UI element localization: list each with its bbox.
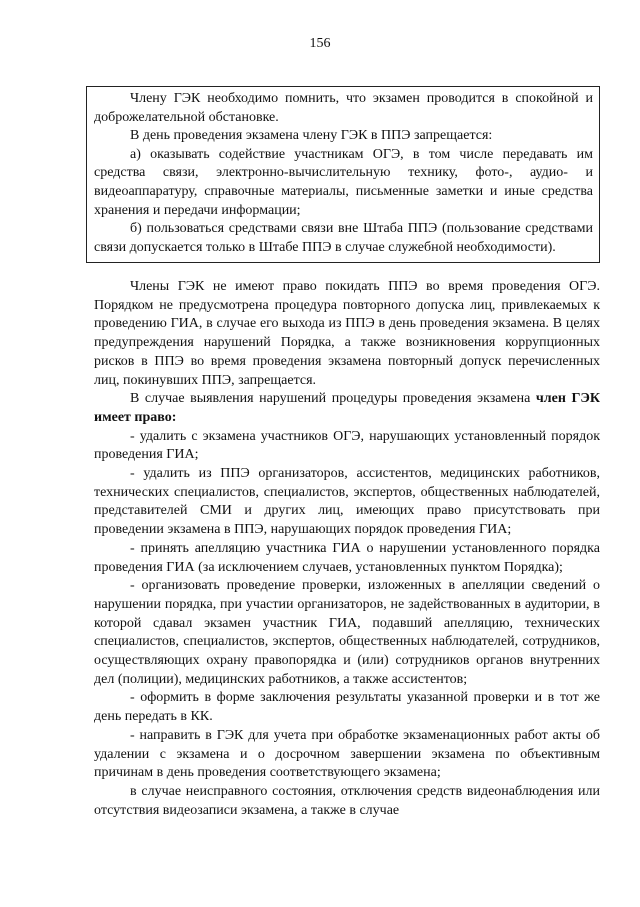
rights-heading: член ГЭК имеет право: [94, 391, 600, 425]
rights-item: - организовать проведение проверки, изложенных в апелляции сведений о нарушении порядка, при участии организаторов, не задействованных в аудитории, в которой сдавал экзамен участник ГИА, подавший апелляцию, технических специалистов, специалистов, экспертов, общественных наблюдателей, сотрудников, осуществляющих охрану правопорядка и (или) сотрудников органов внутренних дел (полиции), медицинских работников, а также ассистентов; [94, 578, 600, 687]
rights-item: - удалить из ППЭ организаторов, ассистентов, медицинских работников, технических специалистов, специалистов, экспертов, общественных наблюдателей, представителей СМИ и других лиц, имеющих право присутствовать при проведении экзамена в ППЭ, нарушающих порядок проведения ГИА; [94, 466, 600, 538]
rights-item: - принять апелляцию участника ГИА о нарушении установленного порядка проведения ГИА (за исключением случаев, установленных пунктом Порядка); [94, 540, 600, 575]
main-text [94, 278, 600, 820]
rights-intro [94, 390, 600, 427]
rights-item: в случае неисправного состояния, отключения средств видеонаблюдения или отсутствия видеозаписи экзамена, а также в случае [94, 783, 600, 818]
notice-paragraph: В день проведения экзамена члену ГЭК в ППЭ запрещается: [130, 128, 493, 144]
rights-item: - направить в ГЭК для учета при обработке экзаменационных работ акты об удалении с экзамена и о досрочном завершении экзамена по объективным причинам в день проведения соответствующего экзамена; [94, 727, 600, 781]
notice-box [86, 86, 600, 263]
rights-intro-text: В случае выявления нарушений процедуры проведения экзамена [130, 391, 536, 407]
rights-item: - удалить с экзамена участников ОГЭ, нарушающих установленный порядок проведения ГИА; [94, 428, 600, 463]
rights-item: - оформить в форме заключения результаты указанной проверки и в тот же день передать в КК. [94, 690, 600, 725]
notice-paragraph: Члену ГЭК необходимо помнить, что экзамен проводится в спокойной и доброжелательной обстановке. [94, 91, 593, 125]
page-number: 156 [309, 36, 331, 51]
notice-paragraph: б) пользоваться средствами связи вне Штаба ППЭ (пользование средствами связи допускается только в Штабе ППЭ в случае служебной необходимости). [94, 221, 593, 255]
notice-paragraph: а) оказывать содействие участникам ОГЭ, в том числе передавать им средства связи, электронно-вычислительную технику, фото-, аудио- и видеоаппаратуру, справочные материалы, письменные заметки и иные средства хранения и передачи информации; [94, 146, 593, 218]
body-paragraph: Члены ГЭК не имеют право покидать ППЭ во время проведения ОГЭ. Порядком не предусмотрена процедура повторного допуска лиц, привлекаемых к проведению ГИА, в случае его выхода из ППЭ в день проведения экзамена. В целях предупреждения нарушений Порядка, а также возникновения коррупционных рисков в ППЭ во время проведения экзамена повторный допуск перечисленных лиц, покинувших ППЭ, запрещается. [94, 279, 600, 388]
